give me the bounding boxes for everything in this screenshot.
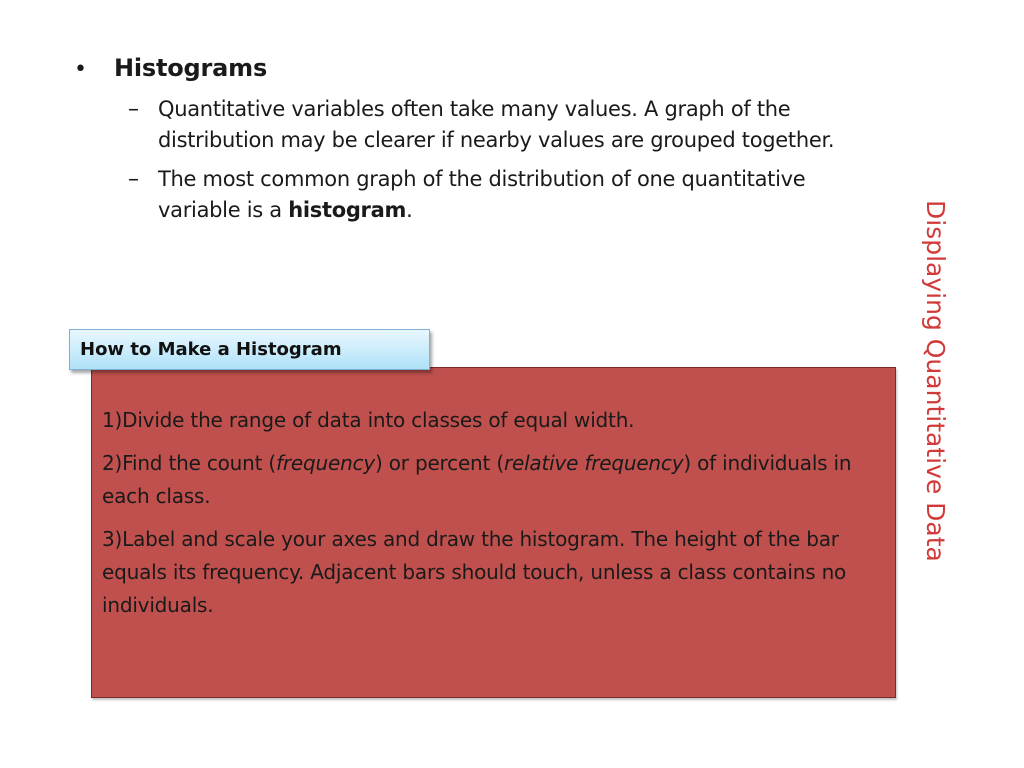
sub-bullet-text <box>158 164 893 226</box>
sub-bullet-item <box>128 94 898 156</box>
step-1: 1)Divide the range of data into classes of equal width. <box>102 408 635 432</box>
bullet-marker: • <box>74 57 87 82</box>
step-2-part2: ) or percent ( <box>374 451 504 475</box>
step-2 <box>102 447 885 513</box>
box-header-tab: How to Make a Histogram <box>69 329 430 370</box>
italic-term-frequency: frequency <box>276 451 375 475</box>
sub-bullet-text: Quantitative variables often take many values. A graph of the distribution may be clearer if nearby values are grouped together. <box>158 97 835 152</box>
step-3: 3)Label and scale your axes and draw the histogram. The height of the bar equals its frequency. Adjacent bars should touch, unless a class contains no individuals. <box>102 527 847 617</box>
sub-bullet-text-after: . <box>406 198 413 222</box>
histogram-steps-box <box>91 367 896 698</box>
sub-bullet-list <box>128 94 898 234</box>
side-title: Displaying Quantitative Data <box>921 200 950 562</box>
bold-term-histogram: histogram <box>288 198 407 222</box>
step-2-part1: 2)Find the count ( <box>102 451 277 475</box>
dash-marker: – <box>128 167 139 192</box>
bullet-heading: Histograms <box>114 54 268 82</box>
sub-bullet-item <box>128 164 898 226</box>
sub-bullet-text-before: The most common graph of the distribution of one quantitative variable is a <box>158 167 806 222</box>
main-bullet <box>74 52 267 85</box>
italic-term-relative-frequency: relative frequency <box>503 451 684 475</box>
step-2-part3: ) of individuals in each class. <box>102 451 852 508</box>
dash-marker: – <box>128 97 139 122</box>
